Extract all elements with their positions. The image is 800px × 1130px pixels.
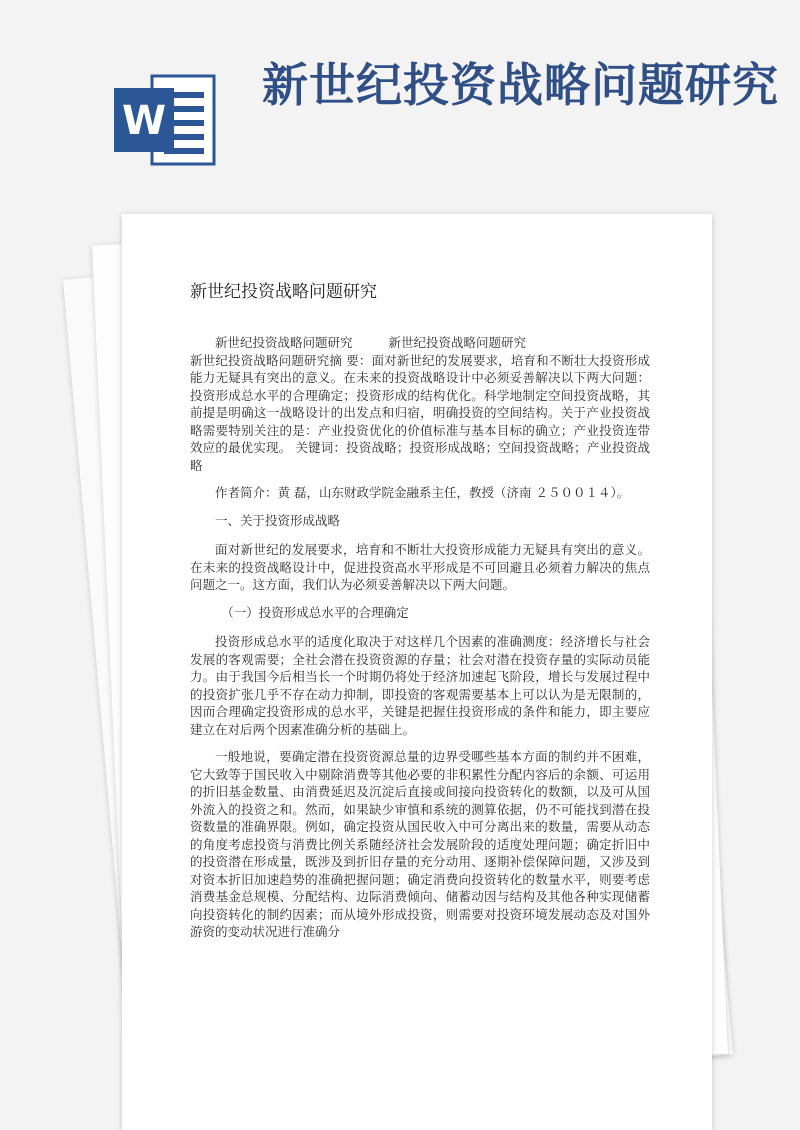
section-heading: 一、关于投资形成战略 <box>215 512 341 528</box>
section-paragraph: 面对新世纪的发展要求，培育和不断壮大投资形成能力无疑具有突出的意义。在未来的投资战略设计中，促进投资高水平形成是不可回避且必须着力解决的焦点问题之一。这方面，我们认为必须妥善解决以下两大问题。 <box>190 542 650 592</box>
word-icon-letter: W <box>121 98 167 144</box>
document-title: 新世纪投资战略问题研究 <box>190 282 377 302</box>
body-paragraph-2: 一般地说，要确定潜在投资资源总量的边界受哪些基本方面的制约并不困难，它大致等于国民收入中剔除消费等其他必要的非积累性分配内容后的余额、可运用的折旧基金数量、由消费延迟及沉淀后直接或间接向投资转化的数额，以及可从国外流入的投资之和。然而，如果缺少审慎和系统的测算依据，仍不可能找到潜在投资数量的准确界限。例如，确定投资从国民收入中可分离出来的数量，需要从动态的角度考虑投资与消费比例关系随经济社会发展阶段的适度处理问题；确定折旧中的投资潜在形成量，既涉及到折旧存量的充分动用、逐期补偿保障问题，又涉及到对资本折旧加速趋势的准确把握问题；确定消费向投资转化的数量水平，则要考虑消费基金总规模、分配结构、边际消费倾向、储蓄动因与结构及其他各种实现储蓄向投资转化的制约因素；而从境外形成投资，则需要对投资环境发展动态及对国外游资的变动状况进行准确分 <box>190 749 650 939</box>
running-title-b: 新世纪投资战略问题研究 <box>388 335 527 350</box>
running-title-a: 新世纪投资战略问题研究 <box>215 335 353 350</box>
word-document-icon <box>112 70 217 170</box>
body-paragraph: 投资形成总水平的适度化取决于对这样几个因素的准确测度：经济增长与社会发展的客观需要；全社会潜在投资资源的存量；社会对潜在投资存量的实际动员能力。由于我国今后相当长一个时期仍将处于经济加速起飞阶段，增长与发展过程中的投资扩张几乎不存在动力抑制，即投资的客观需要基本上可以认为是无限制的，因而合理确定投资形成的总水平，关键是把握住投资形成的条件和能力，即主要应建立在对后两个因素准确分析的基础上。 <box>190 634 650 737</box>
running-titles <box>190 334 650 352</box>
document-page <box>190 280 650 951</box>
subsection-heading: （一）投资形成总水平的合理确定 <box>221 604 409 620</box>
abstract-paragraph: 新世纪投资战略问题研究摘 要：面对新世纪的发展要求，培育和不断壮大投资形成能力无疑具有突出的意义。在未来的投资战略设计中必须妥善解决以下两大问题：投资形成总水平的合理确定；投资形成的结构优化。科学地制定空间投资战略，其前提是明确这一战略设计的出发点和归宿，明确投资的空间结构。关于产业投资战略需要特别关注的是：产业投资优化的价值标准与基本目标的确立；产业投资连带效应的最优实现。 关键词：投资战略；投资形成战略；空间投资战略；产业投资战略 <box>190 352 650 473</box>
hero-title: 新世纪投资战略问题研究 <box>262 58 779 112</box>
author-intro: 作者简介：黄 磊，山东财政学院金融系主任，教授（济南 ２５００１４）。 <box>215 485 630 500</box>
